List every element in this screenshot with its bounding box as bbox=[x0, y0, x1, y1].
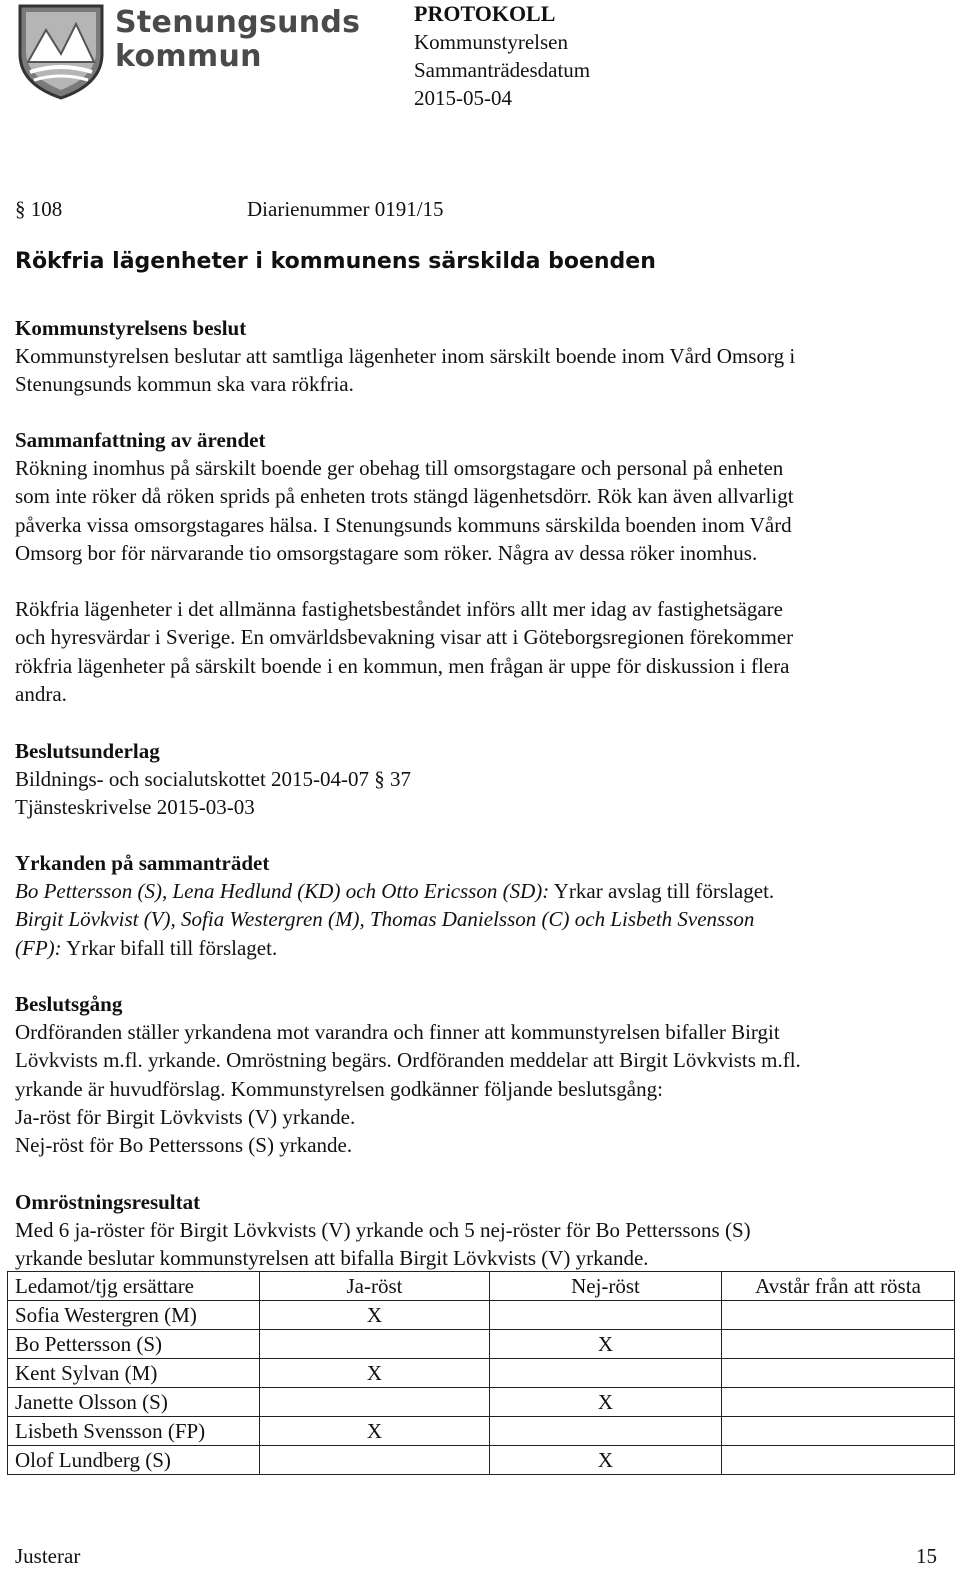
procedure-line: Lövkvists m.fl. yrkande. Omröstning begärs. Ordföranden meddelar att Birgit Lövkvists m.fl. bbox=[15, 1048, 801, 1073]
yes-cell bbox=[260, 1388, 490, 1417]
member-name: Lisbeth Svensson (FP) bbox=[8, 1417, 260, 1446]
table-row bbox=[8, 1301, 955, 1330]
column-header: Avstår från att rösta bbox=[722, 1272, 955, 1301]
vote-result-line: Med 6 ja-röster för Birgit Lövkvists (V) yrkande och 5 nej-röster för Bo Petterssons (S) bbox=[15, 1218, 751, 1242]
decision-line: Kommunstyrelsen beslutar att samtliga lägenheter inom särskilt boende inom Vård Omsorg i bbox=[15, 344, 796, 368]
logo-line-2: kommun bbox=[115, 39, 262, 74]
logo-line-1: Stenungsunds bbox=[115, 5, 361, 40]
no-cell bbox=[490, 1359, 722, 1388]
member-name: Sofia Westergren (M) bbox=[8, 1301, 260, 1330]
meeting-date: 2015-05-04 bbox=[414, 86, 512, 110]
table-row bbox=[8, 1359, 955, 1388]
column-header: Ledamot/tjg ersättare bbox=[8, 1272, 260, 1301]
date-label: Sammanträdesdatum bbox=[414, 58, 591, 82]
basis-section bbox=[15, 737, 411, 822]
table-header-row bbox=[8, 1272, 955, 1301]
basis-line: Bildnings- och socialutskottet 2015-04-07 § 37 bbox=[15, 767, 412, 791]
column-header: Ja-röst bbox=[260, 1272, 490, 1301]
decision-heading: Kommunstyrelsens beslut bbox=[15, 316, 247, 340]
procedure-line: Ja-röst för Birgit Lövkvists (V) yrkande. bbox=[15, 1104, 356, 1129]
abstain-cell bbox=[722, 1446, 955, 1475]
summary-line: Rökning inomhus på särskilt boende ger obehag till omsorgstagare och personal på enheten bbox=[15, 456, 784, 480]
no-cell: X bbox=[490, 1388, 722, 1417]
procedure-line: yrkande är huvudförslag. Kommunstyrelsen godkänner följande beslutsgång: bbox=[15, 1076, 663, 1101]
no-cell bbox=[490, 1417, 722, 1446]
motions-heading: Yrkanden på sammanträdet bbox=[15, 851, 270, 875]
vote-table bbox=[7, 1271, 955, 1475]
table-row bbox=[8, 1446, 955, 1475]
decision-line: Stenungsunds kommun ska vara rökfria. bbox=[15, 372, 354, 397]
paragraph-number: § 108 bbox=[15, 197, 63, 221]
member-name: Janette Olsson (S) bbox=[8, 1388, 260, 1417]
coat-of-arms-icon bbox=[16, 2, 106, 100]
summary-section bbox=[15, 426, 794, 708]
vote-result-section bbox=[15, 1188, 751, 1273]
motion-1-text: Yrkar avslag till förslaget. bbox=[549, 879, 775, 903]
column-header: Nej-röst bbox=[490, 1272, 722, 1301]
summary-line: Omsorg bor för närvarande tio omsorgstagare som röker. Några av dessa röker inomhus. bbox=[15, 540, 758, 565]
summary-line: andra. bbox=[15, 682, 67, 707]
logo-wordmark bbox=[115, 6, 360, 74]
vote-result-heading: Omröstningsresultat bbox=[15, 1190, 201, 1214]
abstain-cell bbox=[722, 1359, 955, 1388]
summary-line: som inte röker då röken sprids på enheten trots stängd lägenhetsdörr. Rök kan även allvarligt bbox=[15, 484, 794, 509]
abstain-cell bbox=[722, 1301, 955, 1330]
no-cell: X bbox=[490, 1330, 722, 1359]
motion-2 bbox=[15, 934, 774, 962]
member-name: Kent Sylvan (M) bbox=[8, 1359, 260, 1388]
summary-line: och hyresvärdar i Sverige. En omvärldsbevakning visar att i Göteborgsregionen förekommer bbox=[15, 625, 794, 650]
motion-2-party: (FP): bbox=[15, 935, 62, 960]
abstain-cell bbox=[722, 1417, 955, 1446]
vote-result-line: yrkande beslutar kommunstyrelsen att bifalla Birgit Lövkvists (V) yrkande. bbox=[15, 1246, 649, 1271]
protocol-header bbox=[414, 0, 590, 112]
summary-line: Rökfria lägenheter i det allmänna fastighetsbeståndet införs allt mer idag av fastighetsägare bbox=[15, 597, 783, 622]
basis-line: Tjänsteskrivelse 2015-03-03 bbox=[15, 795, 255, 820]
yes-cell: X bbox=[260, 1359, 490, 1388]
decision-section bbox=[15, 314, 795, 399]
page-number: 15 bbox=[916, 1544, 937, 1568]
yes-cell bbox=[260, 1330, 490, 1359]
diary-number: Diarienummer 0191/15 bbox=[247, 197, 444, 221]
procedure-section bbox=[15, 990, 801, 1159]
member-name: Olof Lundberg (S) bbox=[8, 1446, 260, 1475]
yes-cell bbox=[260, 1446, 490, 1475]
procedure-heading: Beslutsgång bbox=[15, 992, 123, 1016]
organ-name: Kommunstyrelsen bbox=[414, 30, 568, 54]
doc-type: PROTOKOLL bbox=[414, 1, 556, 26]
table-row bbox=[8, 1330, 955, 1359]
motion-2-names: Birgit Lövkvist (V), Sofia Westergren (M), Thomas Danielsson (C) och Lisbeth Svensson bbox=[15, 907, 755, 932]
summary-heading: Sammanfattning av ärendet bbox=[15, 428, 266, 452]
motions-section bbox=[15, 849, 774, 962]
motion-1 bbox=[15, 877, 774, 905]
member-name: Bo Pettersson (S) bbox=[8, 1330, 260, 1359]
page-title: Rökfria lägenheter i kommunens särskilda boenden bbox=[15, 249, 656, 274]
no-cell bbox=[490, 1301, 722, 1330]
basis-heading: Beslutsunderlag bbox=[15, 739, 160, 763]
table-row bbox=[8, 1417, 955, 1446]
motion-1-names: Bo Pettersson (S), Lena Hedlund (KD) och Otto Ericsson (SD): bbox=[15, 879, 550, 903]
yes-cell: X bbox=[260, 1301, 490, 1330]
procedure-line: Nej-röst för Bo Petterssons (S) yrkande. bbox=[15, 1133, 353, 1158]
no-cell: X bbox=[490, 1446, 722, 1475]
summary-line: rökfria lägenheter på särskilt boende i en kommun, men frågan är uppe för diskussion i flera bbox=[15, 653, 790, 678]
abstain-cell bbox=[722, 1330, 955, 1359]
abstain-cell bbox=[722, 1388, 955, 1417]
motion-2-text: Yrkar bifall till förslaget. bbox=[61, 935, 278, 960]
table-row bbox=[8, 1388, 955, 1417]
procedure-line: Ordföranden ställer yrkandena mot varandra och finner att kommunstyrelsen bifaller Birgit bbox=[15, 1020, 780, 1044]
footer-initials-label: Justerar bbox=[15, 1544, 81, 1568]
yes-cell: X bbox=[260, 1417, 490, 1446]
summary-line: påverka vissa omsorgstagares hälsa. I Stenungsunds kommuns särskilda boenden inom Vård bbox=[15, 512, 792, 537]
